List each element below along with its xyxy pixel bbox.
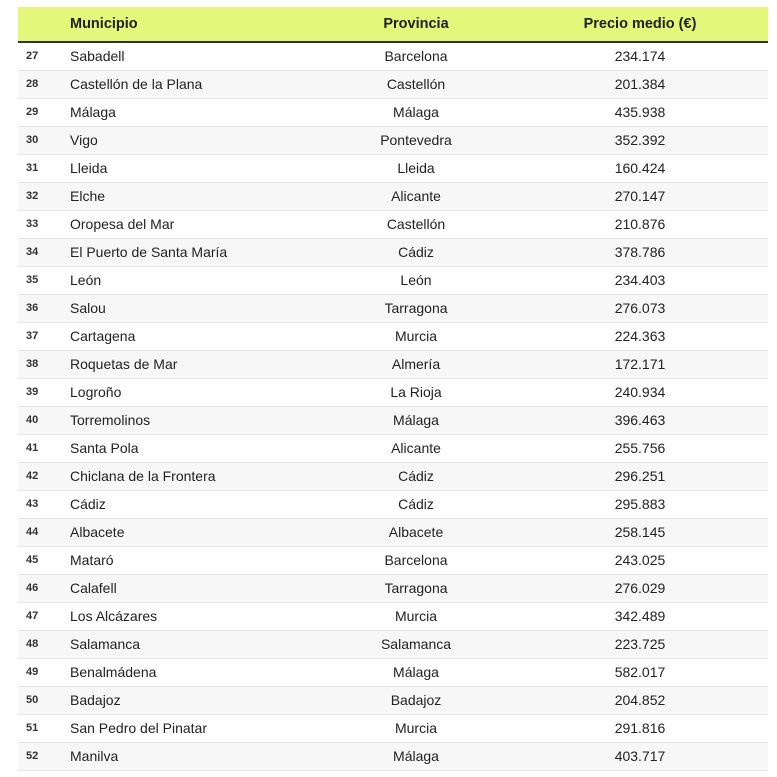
row-provincia: Málaga xyxy=(320,406,512,434)
row-municipio: Vigo xyxy=(70,126,320,154)
table-row xyxy=(18,686,768,714)
table-header xyxy=(18,7,768,42)
row-provincia: Castellón xyxy=(320,70,512,98)
row-municipio: Cartagena xyxy=(70,322,320,350)
row-precio: 276.073 xyxy=(512,294,768,322)
row-provincia: Barcelona xyxy=(320,546,512,574)
row-provincia: Alicante xyxy=(320,182,512,210)
header-municipio[interactable]: Municipio xyxy=(70,7,320,42)
row-provincia: Málaga xyxy=(320,742,512,770)
row-rank: 36 xyxy=(18,294,70,322)
row-municipio: Salou xyxy=(70,294,320,322)
table-row xyxy=(18,350,768,378)
row-provincia: Cádiz xyxy=(320,490,512,518)
row-municipio: Málaga xyxy=(70,98,320,126)
row-rank: 39 xyxy=(18,378,70,406)
row-precio: 223.725 xyxy=(512,630,768,658)
row-provincia: Murcia xyxy=(320,322,512,350)
row-municipio: Castellón de la Plana xyxy=(70,70,320,98)
row-provincia: Salamanca xyxy=(320,630,512,658)
row-municipio: Logroño xyxy=(70,378,320,406)
row-provincia: Castellón xyxy=(320,210,512,238)
row-rank: 52 xyxy=(18,742,70,770)
row-provincia: Cádiz xyxy=(320,462,512,490)
price-table xyxy=(18,7,768,771)
row-precio: 172.171 xyxy=(512,350,768,378)
header-row xyxy=(18,7,768,42)
row-municipio: Los Alcázares xyxy=(70,602,320,630)
price-table-container xyxy=(18,7,768,771)
row-municipio: Salamanca xyxy=(70,630,320,658)
row-provincia: León xyxy=(320,266,512,294)
table-row xyxy=(18,546,768,574)
row-precio: 291.816 xyxy=(512,714,768,742)
row-municipio: El Puerto de Santa María xyxy=(70,238,320,266)
row-rank: 37 xyxy=(18,322,70,350)
row-precio: 582.017 xyxy=(512,658,768,686)
row-rank: 33 xyxy=(18,210,70,238)
row-rank: 45 xyxy=(18,546,70,574)
row-municipio: San Pedro del Pinatar xyxy=(70,714,320,742)
row-rank: 47 xyxy=(18,602,70,630)
row-precio: 204.852 xyxy=(512,686,768,714)
table-row xyxy=(18,658,768,686)
table-row xyxy=(18,98,768,126)
table-row xyxy=(18,378,768,406)
row-municipio: Lleida xyxy=(70,154,320,182)
row-precio: 378.786 xyxy=(512,238,768,266)
row-rank: 29 xyxy=(18,98,70,126)
row-precio: 255.756 xyxy=(512,434,768,462)
table-row xyxy=(18,434,768,462)
row-rank: 43 xyxy=(18,490,70,518)
row-provincia: Lleida xyxy=(320,154,512,182)
row-rank: 27 xyxy=(18,42,70,70)
row-municipio: Santa Pola xyxy=(70,434,320,462)
row-municipio: León xyxy=(70,266,320,294)
row-precio: 295.883 xyxy=(512,490,768,518)
row-precio: 403.717 xyxy=(512,742,768,770)
row-municipio: Chiclana de la Frontera xyxy=(70,462,320,490)
row-rank: 38 xyxy=(18,350,70,378)
row-precio: 258.145 xyxy=(512,518,768,546)
row-precio: 234.174 xyxy=(512,42,768,70)
table-row xyxy=(18,742,768,770)
row-rank: 35 xyxy=(18,266,70,294)
row-provincia: Pontevedra xyxy=(320,126,512,154)
row-precio: 342.489 xyxy=(512,602,768,630)
row-provincia: Albacete xyxy=(320,518,512,546)
table-row xyxy=(18,294,768,322)
row-municipio: Sabadell xyxy=(70,42,320,70)
row-municipio: Roquetas de Mar xyxy=(70,350,320,378)
row-precio: 210.876 xyxy=(512,210,768,238)
table-row xyxy=(18,266,768,294)
row-rank: 40 xyxy=(18,406,70,434)
row-precio: 352.392 xyxy=(512,126,768,154)
row-precio: 160.424 xyxy=(512,154,768,182)
row-precio: 270.147 xyxy=(512,182,768,210)
row-provincia: Almería xyxy=(320,350,512,378)
table-row xyxy=(18,602,768,630)
row-municipio: Albacete xyxy=(70,518,320,546)
row-precio: 276.029 xyxy=(512,574,768,602)
row-rank: 28 xyxy=(18,70,70,98)
row-precio: 234.403 xyxy=(512,266,768,294)
table-row xyxy=(18,70,768,98)
row-rank: 46 xyxy=(18,574,70,602)
table-row xyxy=(18,462,768,490)
row-rank: 41 xyxy=(18,434,70,462)
row-rank: 31 xyxy=(18,154,70,182)
row-municipio: Calafell xyxy=(70,574,320,602)
row-rank: 44 xyxy=(18,518,70,546)
row-municipio: Torremolinos xyxy=(70,406,320,434)
row-rank: 50 xyxy=(18,686,70,714)
table-row xyxy=(18,126,768,154)
table-row xyxy=(18,154,768,182)
table-row xyxy=(18,42,768,70)
table-row xyxy=(18,630,768,658)
table-row xyxy=(18,574,768,602)
header-precio[interactable]: Precio medio (€) xyxy=(512,7,768,42)
table-row xyxy=(18,490,768,518)
row-rank: 48 xyxy=(18,630,70,658)
row-provincia: Badajoz xyxy=(320,686,512,714)
table-row xyxy=(18,322,768,350)
header-rank xyxy=(18,7,70,42)
row-rank: 42 xyxy=(18,462,70,490)
row-provincia: Alicante xyxy=(320,434,512,462)
row-provincia: Murcia xyxy=(320,602,512,630)
row-rank: 32 xyxy=(18,182,70,210)
row-municipio: Benalmádena xyxy=(70,658,320,686)
table-row xyxy=(18,714,768,742)
row-provincia: Cádiz xyxy=(320,238,512,266)
row-precio: 243.025 xyxy=(512,546,768,574)
row-precio: 396.463 xyxy=(512,406,768,434)
row-rank: 30 xyxy=(18,126,70,154)
row-municipio: Manilva xyxy=(70,742,320,770)
table-row xyxy=(18,182,768,210)
header-provincia[interactable]: Provincia xyxy=(320,7,512,42)
row-rank: 34 xyxy=(18,238,70,266)
table-row xyxy=(18,518,768,546)
table-row xyxy=(18,406,768,434)
row-precio: 240.934 xyxy=(512,378,768,406)
row-precio: 435.938 xyxy=(512,98,768,126)
row-provincia: Tarragona xyxy=(320,294,512,322)
row-municipio: Elche xyxy=(70,182,320,210)
row-municipio: Cádiz xyxy=(70,490,320,518)
row-rank: 51 xyxy=(18,714,70,742)
row-precio: 224.363 xyxy=(512,322,768,350)
row-municipio: Mataró xyxy=(70,546,320,574)
table-row xyxy=(18,210,768,238)
row-provincia: Tarragona xyxy=(320,574,512,602)
row-municipio: Badajoz xyxy=(70,686,320,714)
row-precio: 296.251 xyxy=(512,462,768,490)
row-provincia: La Rioja xyxy=(320,378,512,406)
row-rank: 49 xyxy=(18,658,70,686)
row-municipio: Oropesa del Mar xyxy=(70,210,320,238)
table-body xyxy=(18,42,768,770)
row-provincia: Málaga xyxy=(320,658,512,686)
table-row xyxy=(18,238,768,266)
row-provincia: Barcelona xyxy=(320,42,512,70)
row-provincia: Murcia xyxy=(320,714,512,742)
row-precio: 201.384 xyxy=(512,70,768,98)
row-provincia: Málaga xyxy=(320,98,512,126)
